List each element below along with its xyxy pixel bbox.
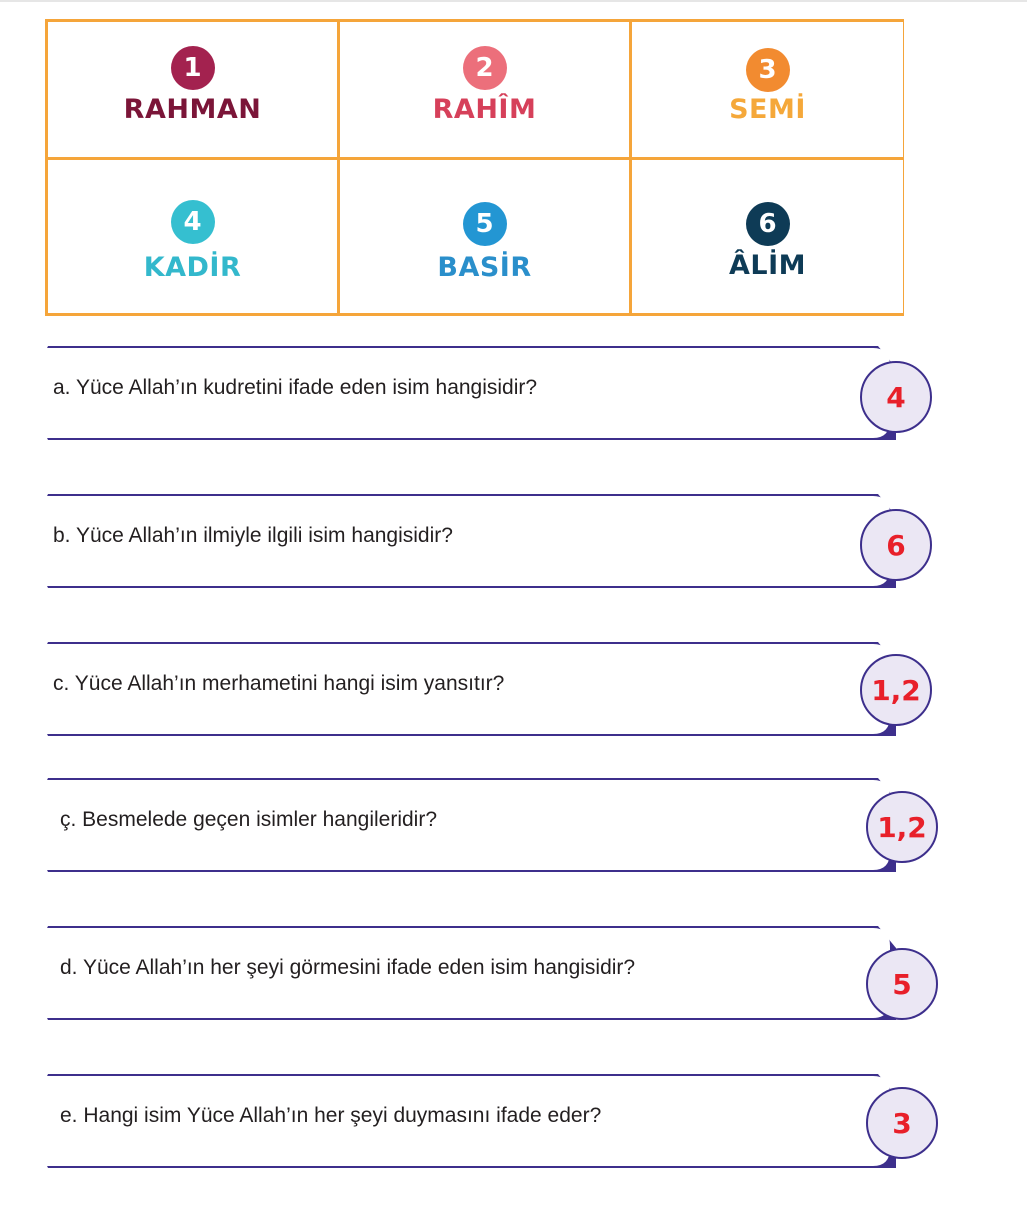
number-badge: 4 <box>171 200 215 244</box>
question-text: b. Yüce Allah’ın ilmiyle ilgili isim hangisidir? <box>53 524 453 547</box>
name-label: RAHMAN <box>123 94 262 125</box>
answer-badge: 3 <box>866 1087 938 1159</box>
name-label: BASİR <box>437 252 532 283</box>
name-cell-alim <box>632 160 903 313</box>
question-c-cedilla <box>18 770 948 884</box>
answer-badge: 4 <box>860 361 932 433</box>
answer-badge: 6 <box>860 509 932 581</box>
name-cell-semi <box>632 22 903 157</box>
number-badge: 2 <box>463 46 507 90</box>
question-e <box>18 1066 948 1180</box>
name-cell-kadir <box>48 160 337 313</box>
name-label: KADİR <box>143 252 242 283</box>
question-b <box>18 486 948 600</box>
top-rule <box>0 0 1027 2</box>
question-text: a. Yüce Allah’ın kudretini ifade eden isim hangisidir? <box>53 376 538 399</box>
answer-badge: 1,2 <box>860 654 932 726</box>
name-label: RAHÎM <box>432 94 537 125</box>
question-text: d. Yüce Allah’ın her şeyi görmesini ifade eden isim hangisidir? <box>60 956 636 979</box>
question-text: e. Hangi isim Yüce Allah’ın her şeyi duymasını ifade eder? <box>60 1104 602 1127</box>
number-badge: 5 <box>463 202 507 246</box>
name-cell-rahim <box>340 22 629 157</box>
question-a <box>18 338 948 452</box>
number-badge: 3 <box>746 48 790 92</box>
number-badge: 6 <box>746 202 790 246</box>
answer-badge: 5 <box>866 948 938 1020</box>
name-label: SEMİ <box>729 94 806 125</box>
name-cell-basir <box>340 160 629 313</box>
answer-badge: 1,2 <box>866 791 938 863</box>
question-c <box>18 634 948 748</box>
question-d <box>18 918 948 1032</box>
name-cell-rahman <box>48 22 337 157</box>
name-label: ÂLİM <box>728 250 806 281</box>
names-grid <box>45 19 904 316</box>
question-text: ç. Besmelede geçen isimler hangileridir? <box>60 808 438 831</box>
question-text: c. Yüce Allah’ın merhametini hangi isim yansıtır? <box>53 672 505 695</box>
number-badge: 1 <box>171 46 215 90</box>
